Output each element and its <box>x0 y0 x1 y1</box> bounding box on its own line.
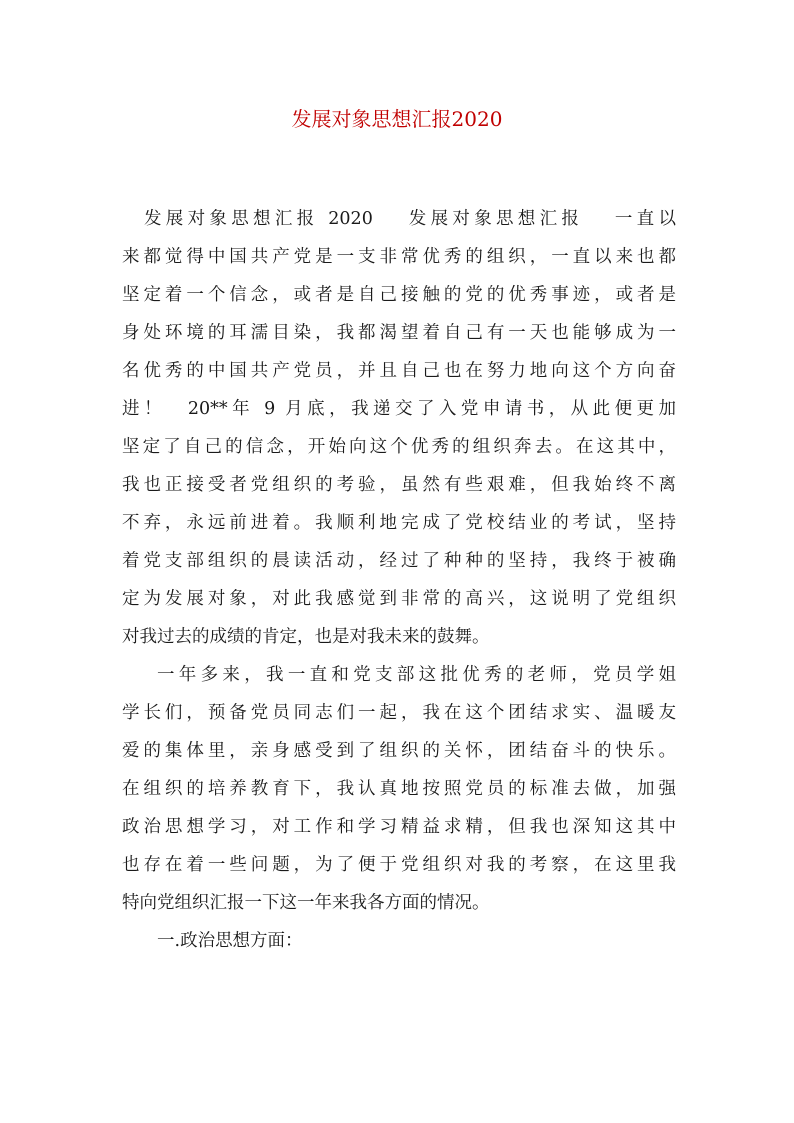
text-line: 爱的集体里，亲身感受到了组织的关怀，团结奋斗的快乐。 <box>122 741 676 761</box>
text-line: 定为发展对象，对此我感觉到非常的高兴，这说明了党组织 <box>122 589 676 609</box>
text-line: 坚定着一个信念，或者是自己接触的党的优秀事迹，或者是 <box>122 285 676 305</box>
text-line: 一.政治思想方面： <box>157 931 303 951</box>
text-line: 进！ 20**年 9 月底，我递交了入党申请书，从此便更加 <box>122 399 676 419</box>
text-line: 也存在着一些问题，为了便于党组织对我的考察，在这里我 <box>122 855 676 875</box>
text-line: 学长们，预备党员同志们一起，我在这个团结求实、温暖友 <box>122 703 676 723</box>
text-line: 身处环境的耳濡目染，我都渴望着自己有一天也能够成为一 <box>122 323 676 343</box>
document-title: 发展对象思想汇报2020 <box>291 107 503 131</box>
document-body <box>122 200 676 960</box>
paragraph-2 <box>122 656 676 922</box>
section-heading-political <box>122 922 676 960</box>
text-line: 不弃，永远前进着。我顺利地完成了党校结业的考试，坚持 <box>122 513 676 533</box>
text-line: 发展对象思想汇报 2020 发展对象思想汇报 一直以 <box>144 209 676 229</box>
text-line: 我也正接受者党组织的考验，虽然有些艰难，但我始终不离 <box>122 475 676 495</box>
text-line: 政治思想学习，对工作和学习精益求精，但我也深知这其中 <box>122 817 676 837</box>
text-line: 在组织的培养教育下，我认真地按照党员的标准去做，加强 <box>122 779 676 799</box>
text-line: 着党支部组织的晨读活动，经过了种种的坚持，我终于被确 <box>122 551 676 571</box>
text-line: 坚定了自己的信念，开始向这个优秀的组织奔去。在这其中， <box>122 437 676 457</box>
text-line: 名优秀的中国共产党员，并且自己也在努力地向这个方向奋 <box>122 361 676 381</box>
text-line: 来都觉得中国共产党是一支非常优秀的组织，一直以来也都 <box>122 247 676 267</box>
paragraph-1 <box>122 200 676 656</box>
text-line: 特向党组织汇报一下这一年来我各方面的情况。 <box>122 893 490 913</box>
text-line: 对我过去的成绩的肯定，也是对我未来的鼓舞。 <box>122 627 490 647</box>
text-line: 一年多来，我一直和党支部这批优秀的老师，党员学姐 <box>157 665 676 685</box>
